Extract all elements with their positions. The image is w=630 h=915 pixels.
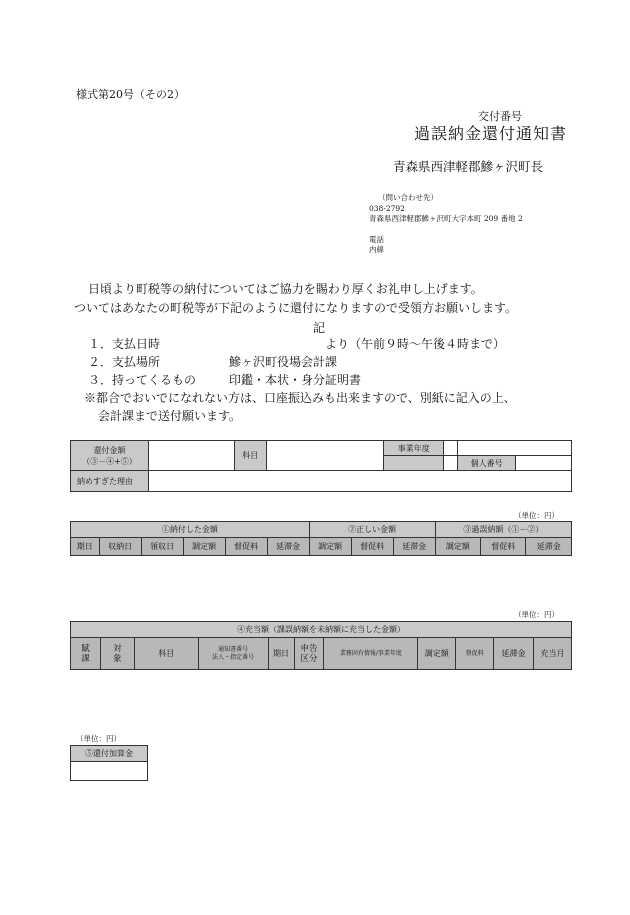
contact-postal: 038-2792 [369,203,405,213]
blank-cell [444,456,458,471]
item-value: 鰺ヶ沢町役場会計課 [229,355,338,369]
refund-amount-value [148,441,234,471]
document-title: 過誤納金還付通知書 [414,124,568,143]
col-tokusoku: 督促料 [456,638,494,670]
col-header: 領収日 [141,538,183,556]
col-header: 延滞金 [526,538,572,556]
col-header: 調定額 [183,538,225,556]
reason-header: 納めすぎた理由 [71,471,149,492]
allocation-table [70,621,572,670]
item-label: ３．持ってくるもの [88,373,197,387]
personal-number-value [516,456,572,471]
reason-value [148,471,571,492]
business-year-sub-header [384,456,444,471]
list-item [88,371,516,389]
refund-info-table [70,440,572,492]
col-header: 督促料 [481,538,526,556]
col-taisho: 対 象 [100,638,134,670]
overpaid-amount-header: ③過誤納額（①－②） [435,522,571,538]
col-entai: 延滞金 [494,638,534,670]
col-chotei: 調定額 [418,638,456,670]
kofu-bango-label: 交付番号 [478,110,522,123]
col-kijitsu: 期日 [268,638,294,670]
col-kamoku: 科目 [134,638,198,670]
item-label: ２．支払場所 [88,355,161,369]
contact-address: 青森県西津軽郡鰺ヶ沢町大字本町 209 番地 2 [369,214,523,223]
refund-interest-table [70,745,148,781]
issuer-mayor: 青森県西津軽郡鰺ヶ沢町長 [393,159,544,174]
note-line-2: 会計課まで送付願います。 [98,409,242,423]
col-header: 収納日 [99,538,141,556]
body-line-2: ついてはあなたの町税等が下記のように還付になりますので受領方お願いします。 [74,300,518,315]
table2-unit: （単位：円） [514,610,559,619]
col-header: 調定額 [309,538,351,556]
item-label: １．支払日時 [88,337,161,351]
item-list [84,335,516,425]
contact-extension-label: 内線 [369,245,384,254]
table3-unit: （単位：円） [76,734,121,743]
refund-interest-header: ⑤還付加算金 [71,746,148,762]
col-gyomu: 業務固有情報/事業年度 [324,638,418,670]
correct-amount-header: ②正しい金額 [309,522,435,538]
col-header: 督促料 [225,538,267,556]
list-item [88,335,516,353]
ki-heading: 記 [313,321,326,335]
col-header: 期日 [71,538,100,556]
col-shinkoku: 申告 区分 [294,638,324,670]
subject-value [266,441,384,471]
allocation-header: ④充当額（課誤納額を未納額に充当した金額） [71,622,572,638]
col-tsuchi: 通知書番号 法人・指定番号 [198,638,268,670]
col-header: 調定額 [435,538,480,556]
contact-block [369,193,523,256]
refund-interest-value [71,762,148,781]
refund-amount-header: 還付金額 （③－④+⑤） [71,441,149,471]
col-header: 延滞金 [267,538,309,556]
business-year-header: 事業年度 [384,441,444,456]
body-text [74,280,517,317]
item-value: 印鑑・本状・身分証明書 [229,373,362,387]
col-header: 延滞金 [393,538,435,556]
personal-number-header: 個人番号 [458,456,516,471]
item-value: より（午前９時～午後４時まで） [325,337,506,351]
note-line-1: ※都合でおいでになれない方は、口座振込みも出来ますので、別紙に記入の上、 [84,391,516,405]
list-item [88,353,516,371]
subject-header: 科目 [234,441,266,471]
body-line-1: 日頃より町税等の納付についてはご協力を賜わり厚くお礼申し上げます。 [88,282,483,296]
col-jutoubi: 充当月 [534,638,572,670]
contact-label: （問い合わせ先） [378,193,438,202]
form-number: 様式第20号（その2） [76,88,185,101]
business-year-value [444,441,458,456]
col-fuka: 賦 課 [71,638,101,670]
col-header: 督促料 [351,538,393,556]
refund-amount-table [70,521,572,556]
table1-unit: （単位：円） [514,511,559,520]
business-year-extra [458,441,572,456]
contact-phone-label: 電話 [369,234,384,244]
paid-amount-header: ①納付した金額 [71,522,310,538]
